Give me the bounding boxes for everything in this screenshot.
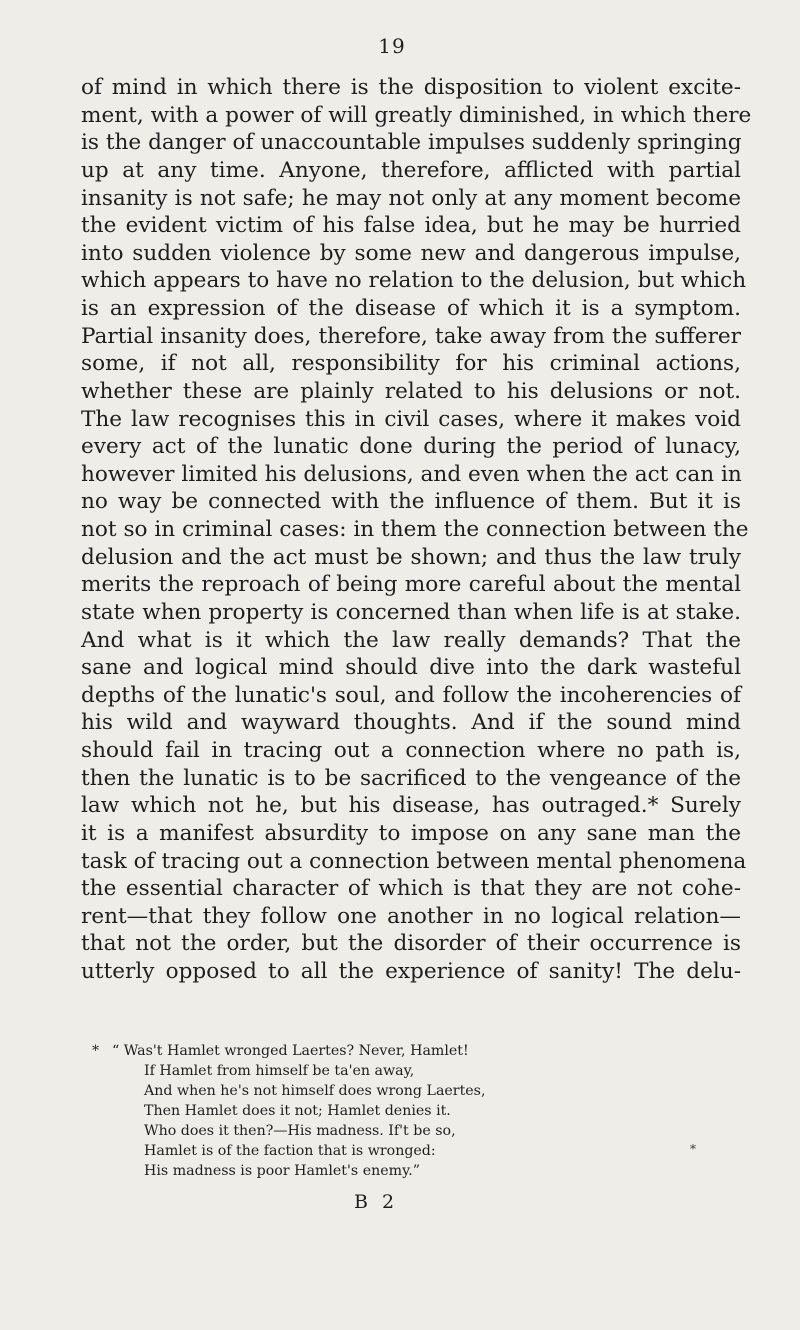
body-text-line: of mind in which there is the disposition to violent excite- bbox=[81, 75, 741, 100]
footnote-line: Then Hamlet does it not; Hamlet denies it. bbox=[144, 1103, 451, 1119]
body-text-line: delusion and the act must be shown; and thus the law truly bbox=[81, 544, 741, 570]
body-text-line: every act of the lunatic done during the period of lunacy, bbox=[81, 434, 741, 460]
footnote-line: If Hamlet from himself be ta'en away, bbox=[144, 1063, 415, 1079]
body-text-line: ment, with a power of will greatly diminished, in which there bbox=[81, 102, 752, 128]
body-text-line: which appears to have no relation to the delusion, but which bbox=[81, 268, 747, 294]
body-text-line: And what is it which the law really demands? That the bbox=[81, 627, 741, 653]
body-text bbox=[81, 74, 752, 986]
body-text-line: utterly opposed to all the experience of sanity! The delu- bbox=[81, 959, 741, 984]
body-text-line: law which not he, but his disease, has outraged.* Surely bbox=[81, 793, 741, 819]
body-text-line: however limited his delusions, and even when the act can in bbox=[81, 461, 742, 487]
footnote-line-text: “ Was't Hamlet wronged Laertes? Never, Hamlet! bbox=[112, 1043, 469, 1059]
body-text-line: insanity is not safe; he may not only at any moment become bbox=[81, 185, 741, 211]
footnote-line: His madness is poor Hamlet's enemy.” bbox=[144, 1163, 420, 1179]
body-text-line: Partial insanity does, therefore, take away from the sufferer bbox=[81, 323, 741, 349]
footnote-line: Hamlet is of the faction that is wronged: bbox=[144, 1143, 436, 1159]
body-text-line: some, if not all, responsibility for his criminal actions, bbox=[81, 351, 741, 377]
signature-mark: B 2 bbox=[354, 1191, 399, 1213]
footnote bbox=[92, 1041, 676, 1181]
body-text-line: state when property is concerned than when life is at stake. bbox=[81, 599, 741, 625]
body-text-line: no way be connected with the influence of them. But it is bbox=[81, 489, 741, 515]
body-text-line: sane and logical mind should dive into the dark wasteful bbox=[81, 655, 741, 681]
footnote-line: Who does it then?—His madness. If't be so, bbox=[144, 1123, 456, 1139]
body-text-line: not so in criminal cases: in them the connection between the bbox=[81, 517, 749, 542]
body-text-line: into sudden violence by some new and dangerous impulse, bbox=[81, 240, 741, 266]
body-text-line: is an expression of the disease of which it is a symptom. bbox=[81, 296, 741, 321]
body-text-line: should fail in tracing out a connection where no path is, bbox=[81, 738, 741, 763]
body-text-line: is the danger of unaccountable impulses suddenly springing bbox=[81, 130, 742, 156]
body-text-line: it is a manifest absurdity to impose on any sane man the bbox=[81, 820, 741, 846]
footnote-line: And when he's not himself does wrong Laertes, bbox=[144, 1083, 486, 1099]
footnote-line bbox=[92, 1041, 676, 1061]
body-text-line: merits the reproach of being more careful about the mental bbox=[81, 572, 741, 598]
body-text-line: depths of the lunatic's soul, and follow the incoherencies of bbox=[81, 682, 741, 708]
body-text-line: his wild and wayward thoughts. And if the sound mind bbox=[81, 710, 741, 736]
body-text-line: the evident victim of his false idea, but he may be hurried bbox=[81, 213, 741, 239]
stray-mark: * bbox=[690, 1142, 696, 1156]
page-number: 19 bbox=[378, 34, 406, 58]
body-text-line: the essential character of which is that they are not cohe- bbox=[81, 876, 741, 902]
footnote-marker: * bbox=[92, 1043, 100, 1059]
body-text-line: rent—that they follow one another in no logical relation— bbox=[81, 903, 741, 929]
body-text-line: The law recognises this in civil cases, where it makes void bbox=[81, 406, 741, 432]
body-text-line: then the lunatic is to be sacrificed to the vengeance of the bbox=[81, 765, 741, 791]
body-text-line: whether these are plainly related to his delusions or not. bbox=[81, 378, 741, 404]
body-text-line: up at any time. Anyone, therefore, afflicted with partial bbox=[81, 157, 741, 183]
body-text-line: task of tracing out a connection between mental phenomena bbox=[81, 848, 747, 874]
body-text-line: that not the order, but the disorder of their occurrence is bbox=[81, 931, 741, 957]
